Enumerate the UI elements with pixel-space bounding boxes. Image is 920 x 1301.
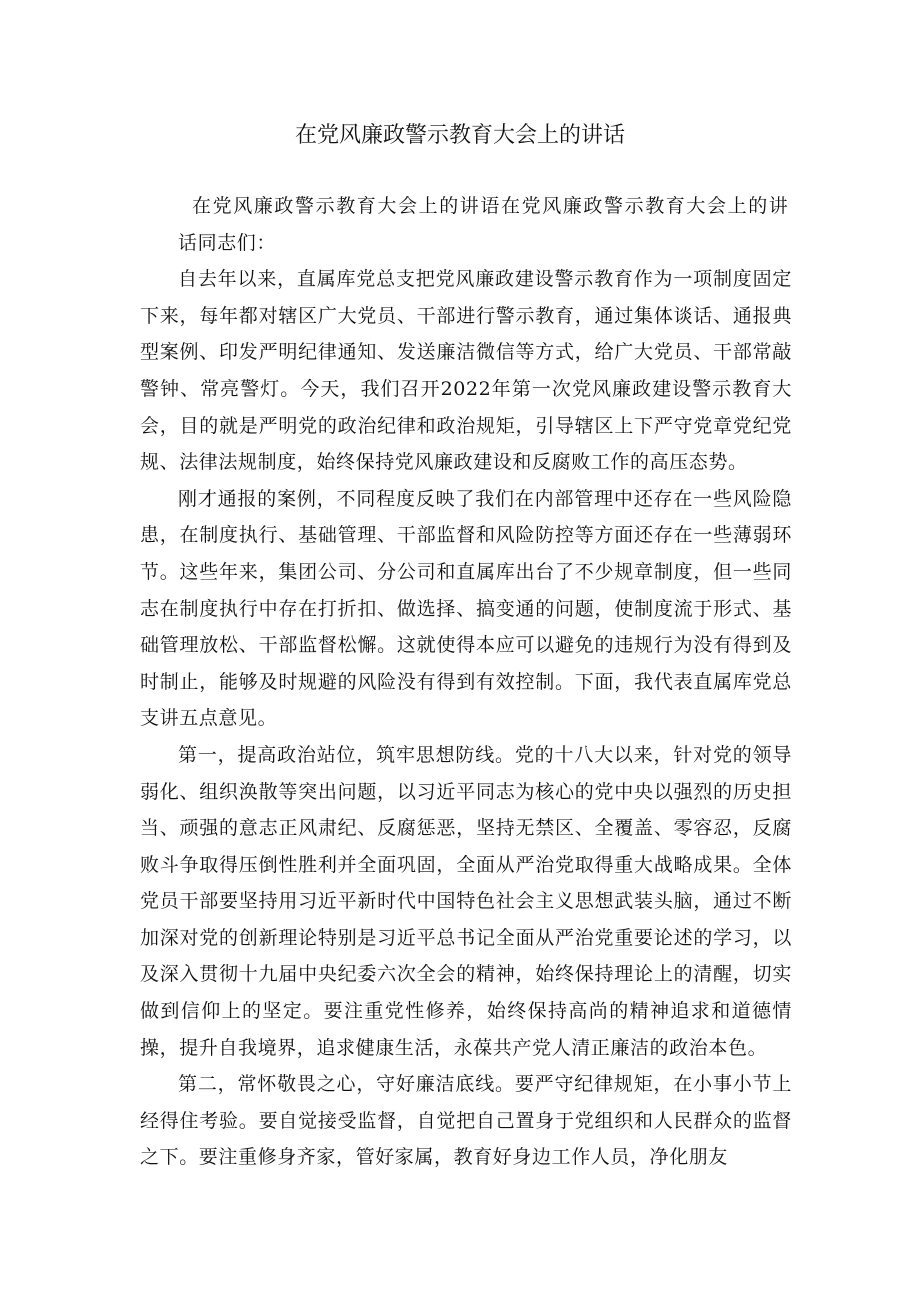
paragraph-4: 第二，常怀敬畏之心，守好廉洁底线。要严守纪律规矩，在小事小节上经得住考验。要自觉接受监督，自觉把自己置身于党组织和人民群众的监督之下。要注重修身齐家，管好家属，教育好身边工作人员，净化朋友: [140, 1073, 792, 1169]
paragraph-1: 自去年以来，直属库党总支把党风廉政建设警示教育作为一项制度固定下来，每年都对辖区广大党员、干部进行警示教育，通过集体谈话、通报典型案例、印发严明纪律通知、发送廉洁微信等方式，给广大党员、干部常敲警钟、常亮警灯。今天，我们召开2022年第一次党风廉政建设警示教育大会，目的就是严明党的政治纪律和政治规矩，引导辖区上下严守党章党纪党规、法律法规制度，始终保持党风廉政建设和反腐败工作的高压态势。: [140, 268, 792, 474]
paragraph-3: 第一，提高政治站位，筑牢思想防线。党的十八大以来，针对党的领导弱化、组织涣散等突出问题，以习近平同志为核心的党中央以强烈的历史担当、顽强的意志正风肃纪、反腐惩恶，坚持无禁区、全覆盖、零容忍，反腐败斗争取得压倒性胜利并全面巩固，全面从严治党取得重大战略成果。全体党员干部要坚持用习近平新时代中国特色社会主义思想武装头脑，通过不断加深对党的创新理论特别是习近平总书记全面从严治党重要论述的学习，以及深入贯彻十九届中央纪委六次全会的精神，始终保持理论上的清醒，切实做到信仰上的坚定。要注重党性修养，始终保持高尚的精神追求和道德情操，提升自我境界，追求健康生活，永葆共产党人清正廉洁的政治本色。: [140, 743, 792, 1059]
intro-line: 在党风廉政警示教育大会上的讲语在党风廉政警示教育大会上的讲: [192, 195, 790, 217]
document-title: 在党风廉政警示教育大会上的讲话: [294, 123, 625, 148]
document-body: [140, 188, 792, 1176]
salutation-line: 话同志们：: [178, 231, 277, 254]
paragraph-2: 刚才通报的案例，不同程度反映了我们在内部管理中还存在一些风险隐患，在制度执行、基础管理、干部监督和风险防控等方面还存在一些薄弱环节。这些年来，集团公司、分公司和直属库出台了不少规章制度，但一些同志在制度执行中存在打折扣、做选择、搞变通的问题，使制度流于形式、基础管理放松、干部监督松懈。这就使得本应可以避免的违规行为没有得到及时制止，能够及时规避的风险没有得到有效控制。下面，我代表直属库党总支讲五点意见。: [140, 487, 792, 730]
